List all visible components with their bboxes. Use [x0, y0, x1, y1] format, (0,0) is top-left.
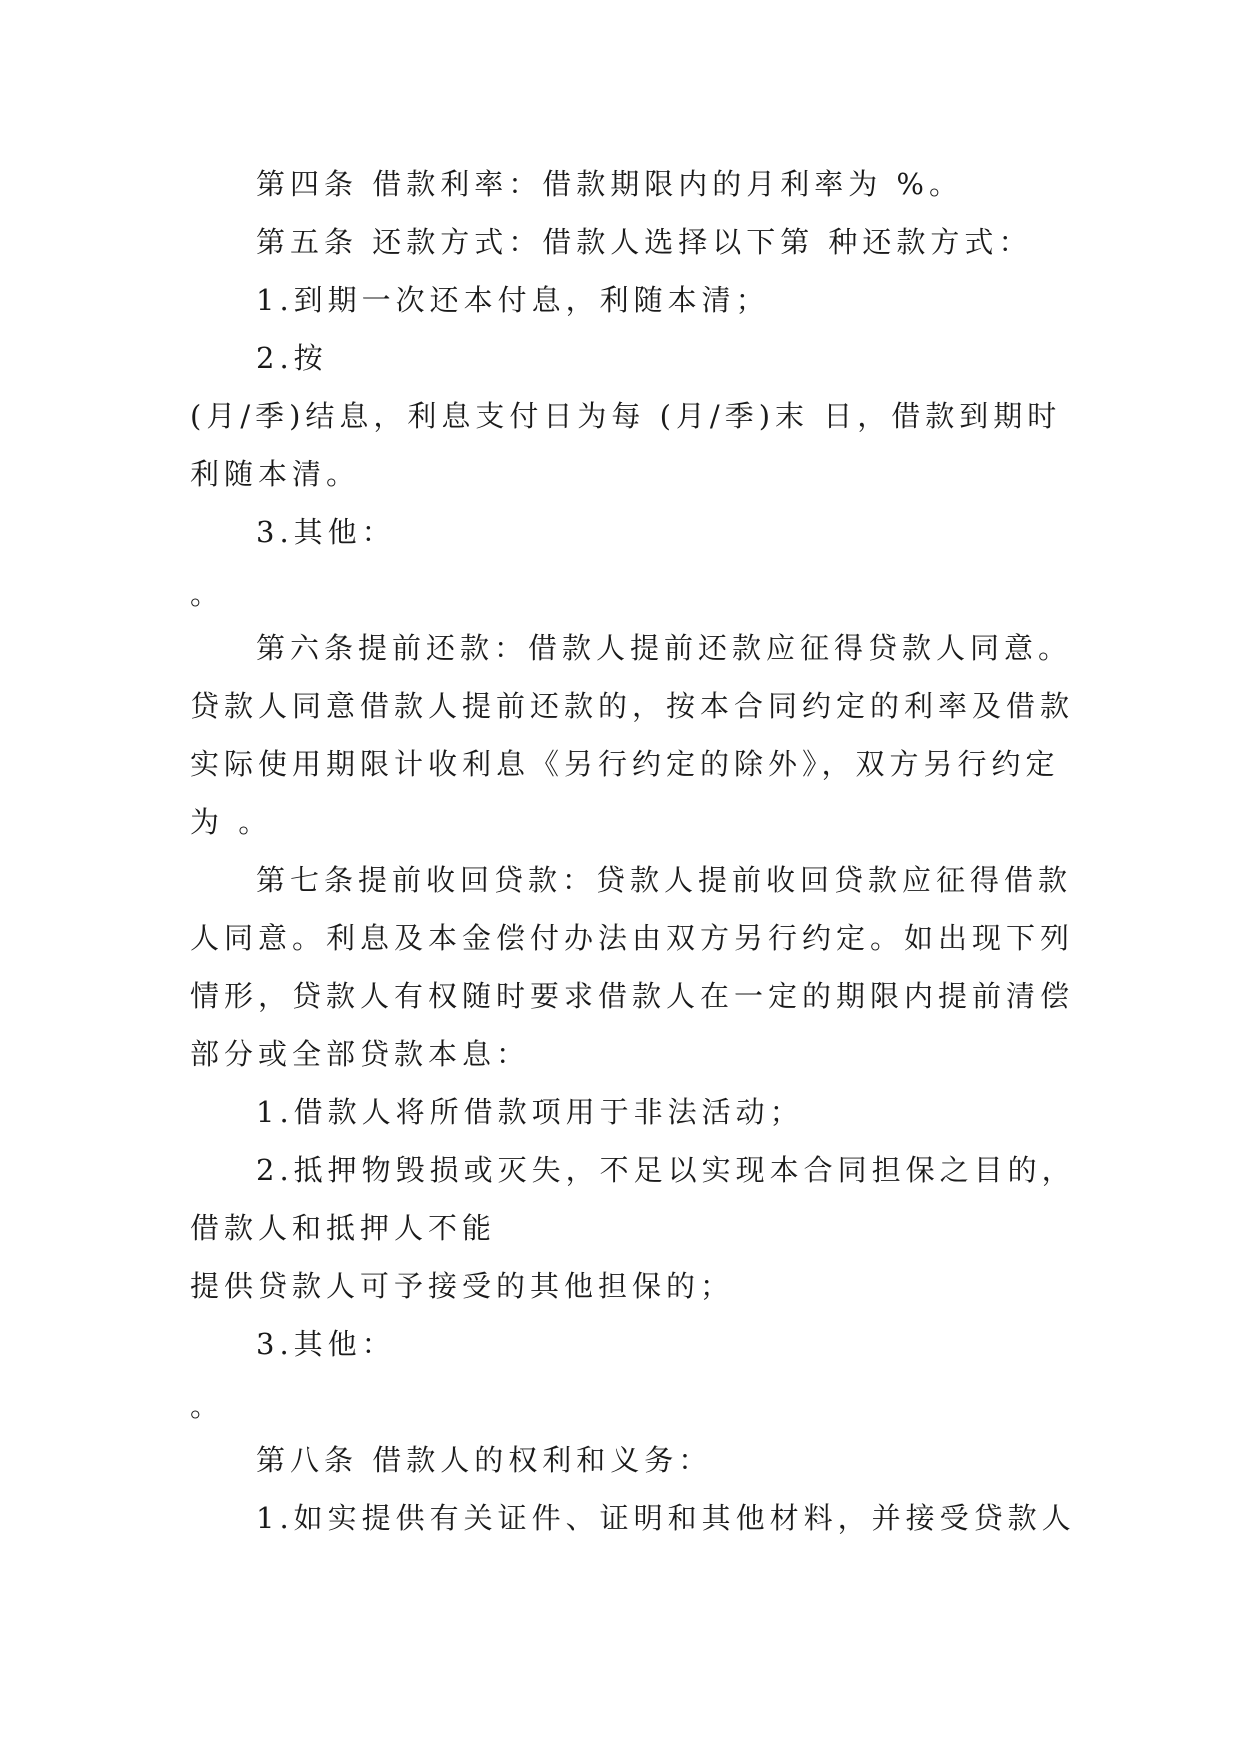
- repayment-option-1: 1.到期一次还本付息，利随本清；: [256, 283, 770, 317]
- recall-case-2-text: 提供贷款人可予接受的其他担保的；: [190, 1269, 735, 1303]
- article-7-text: 人同意。利息及本金偿付办法由双方另行约定。如出现下列: [190, 921, 1075, 955]
- article-6-text: 为 。: [190, 805, 273, 839]
- article-6-text: 贷款人同意借款人提前还款的，按本合同约定的利率及借款: [190, 689, 1075, 723]
- article-7-text: 情形，贷款人有权随时要求借款人在一定的期限内提前清偿: [190, 979, 1075, 1013]
- article-7-line: 第七条提前收回贷款：贷款人提前收回贷款应征得借款: [256, 863, 1073, 897]
- article-8-line: 第八条 借款人的权利和义务：: [256, 1443, 713, 1477]
- blank-period: 。: [190, 1389, 225, 1423]
- repayment-option-2-text: (月/季)结息，利息支付日为每 (月/季)末 日，借款到期时: [190, 399, 1062, 433]
- borrower-duty-1: 1.如实提供有关证件、证明和其他材料，并接受贷款人: [256, 1501, 1076, 1535]
- recall-case-2-text: 借款人和抵押人不能: [190, 1211, 497, 1245]
- article-7-text: 部分或全部贷款本息：: [190, 1037, 531, 1071]
- repayment-option-3: 3.其他：: [256, 515, 396, 549]
- article-6-line: 第六条提前还款：借款人提前还款应征得贷款人同意。: [256, 631, 1073, 665]
- article-5-line: 第五条 还款方式：借款人选择以下第 种还款方式：: [256, 225, 1033, 259]
- recall-case-2: 2.抵押物毁损或灭失，不足以实现本合同担保之目的，: [256, 1153, 1076, 1187]
- article-4-line: 第四条 借款利率：借款期限内的月利率为 %。: [256, 167, 963, 201]
- repayment-option-2: 2.按: [256, 341, 328, 375]
- article-6-text: 实际使用期限计收利息《另行约定的除外》，双方另行约定: [190, 747, 1060, 781]
- recall-case-1: 1.借款人将所借款项用于非法活动；: [256, 1095, 804, 1129]
- recall-case-3: 3.其他：: [256, 1327, 396, 1361]
- repayment-option-2-text: 利随本清。: [190, 457, 361, 491]
- blank-period: 。: [190, 577, 225, 611]
